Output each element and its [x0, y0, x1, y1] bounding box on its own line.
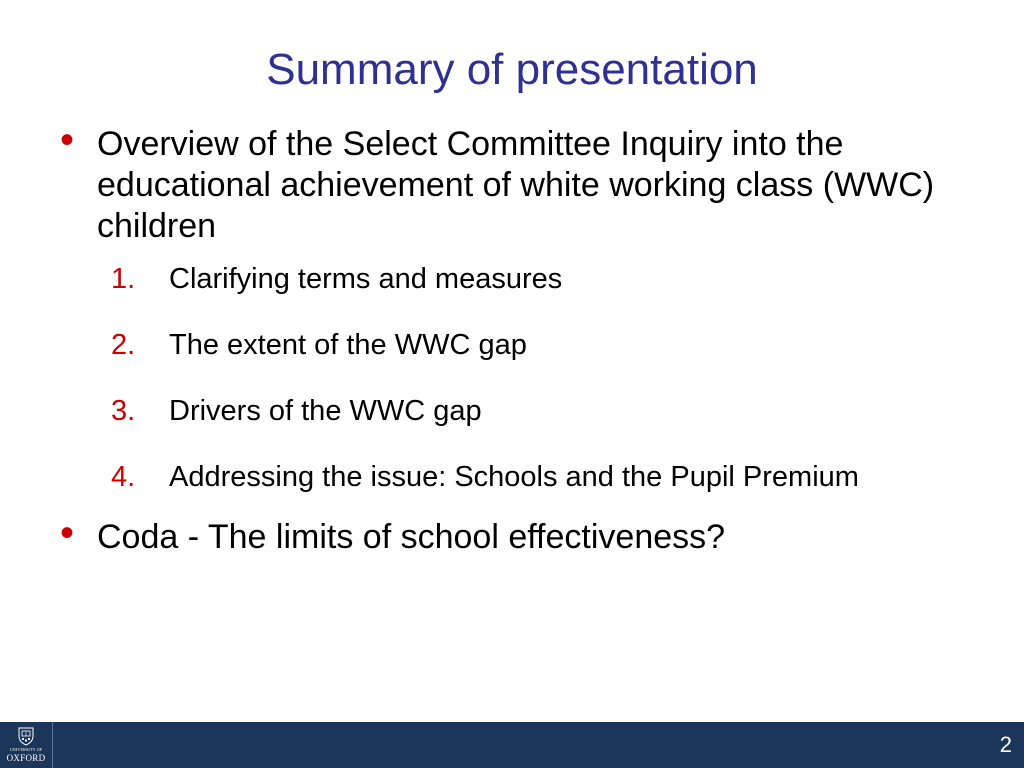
- numbered-text: Addressing the issue: Schools and the Pupil Premium: [169, 461, 859, 493]
- numbered-text: Drivers of the WWC gap: [169, 395, 482, 427]
- numbered-item: [60, 393, 970, 429]
- numbered-text: Clarifying terms and measures: [169, 263, 563, 295]
- numbered-item: [60, 327, 970, 363]
- bullet-item: [60, 118, 970, 247]
- logo-text-small: UNIVERSITY OF: [9, 747, 43, 752]
- numbered-marker: 4.: [111, 461, 136, 493]
- logo-text-large: OXFORD: [6, 753, 46, 763]
- numbered-list: [60, 261, 970, 495]
- numbered-marker: 1.: [111, 263, 136, 295]
- bullet-marker: •: [60, 118, 75, 162]
- bullet-text: Coda - The limits of school effectiveness?: [97, 518, 726, 556]
- numbered-item: [60, 261, 970, 297]
- page-number: 2: [999, 732, 1012, 757]
- bullet-marker: •: [60, 511, 75, 555]
- footer-bar: [0, 722, 1024, 768]
- slide-body: [60, 118, 970, 558]
- oxford-crest-icon: [16, 726, 36, 746]
- bullet-text: Overview of the Select Committee Inquiry into the educational achievement of white working class (WWC) children: [97, 125, 935, 245]
- bullet-item: [60, 511, 970, 558]
- university-logo: [0, 722, 53, 768]
- numbered-marker: 3.: [111, 395, 136, 427]
- numbered-text: The extent of the WWC gap: [169, 329, 527, 361]
- slide-title: Summary of presentation: [266, 45, 758, 94]
- numbered-marker: 2.: [111, 329, 136, 361]
- numbered-item: [60, 459, 970, 495]
